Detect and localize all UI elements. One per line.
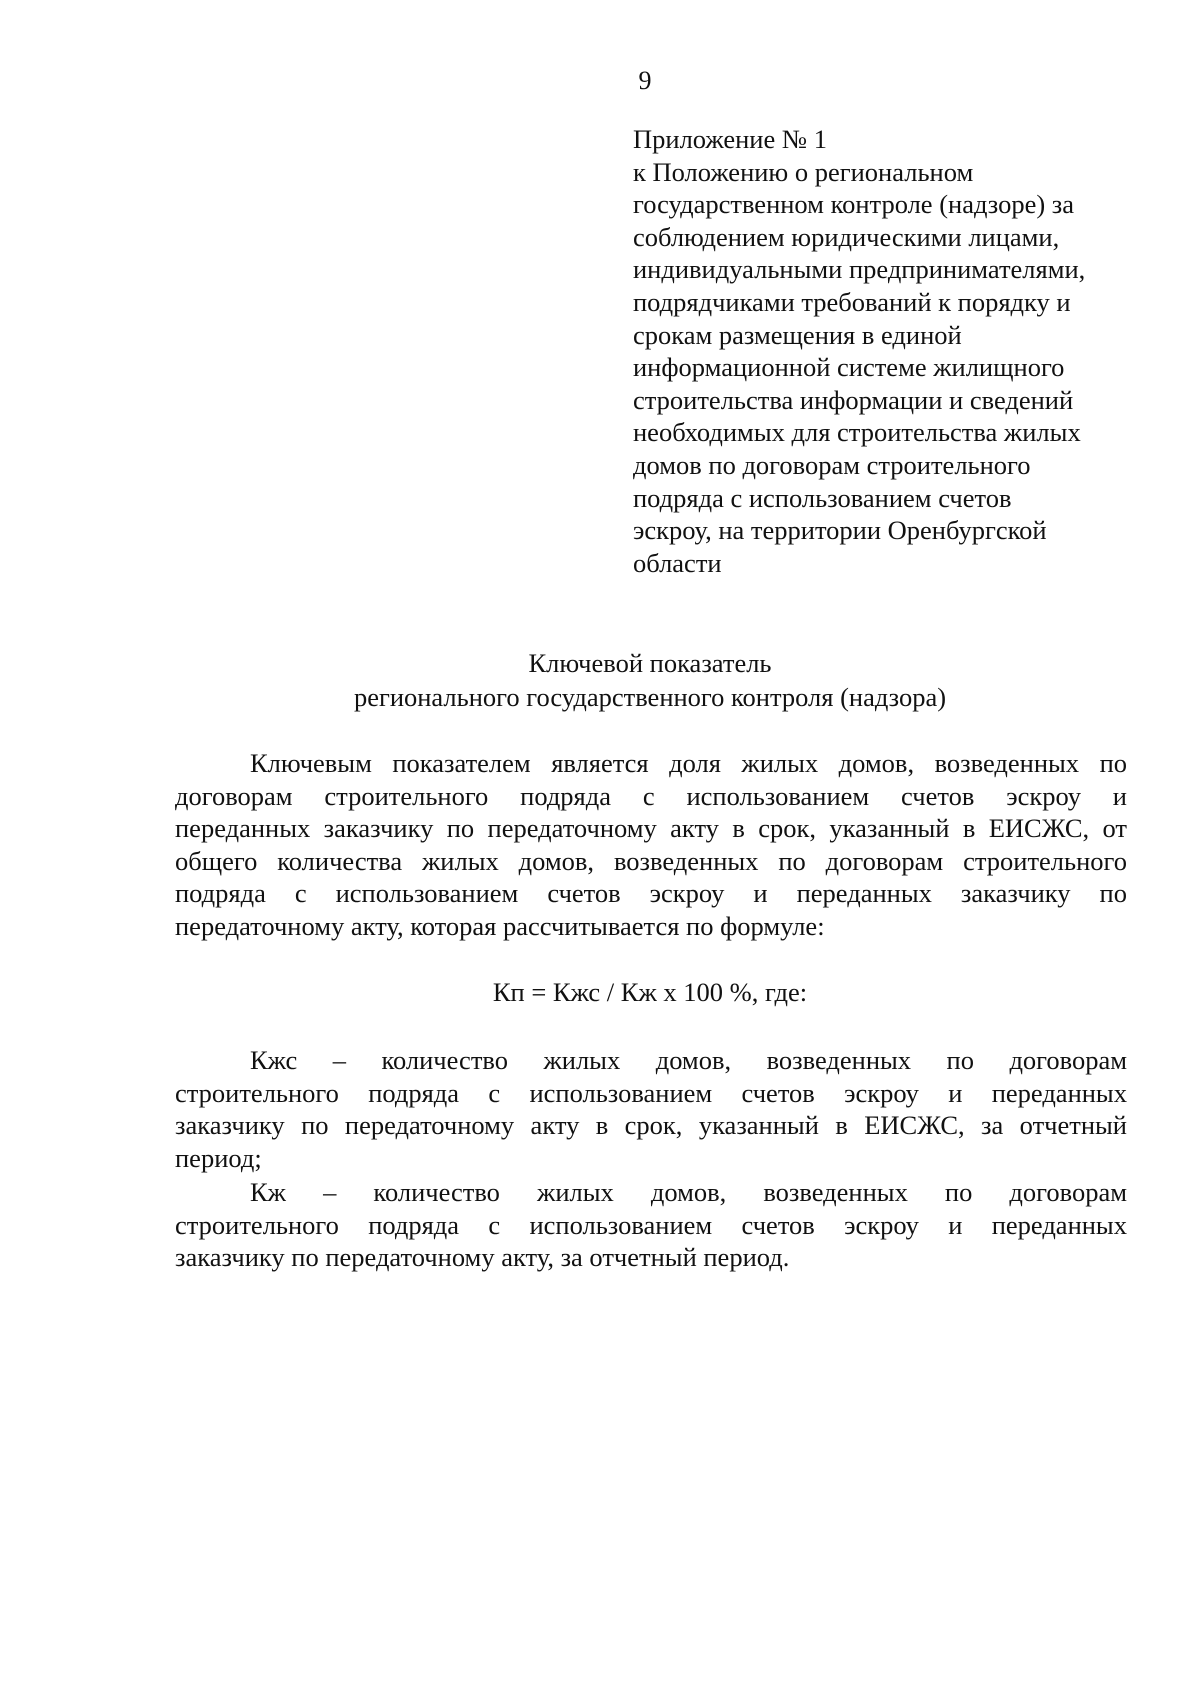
- definition-line: заказчику по передаточному акту, за отчетный период.: [175, 1242, 790, 1272]
- appendix-line: домов по договорам строительного: [633, 449, 1031, 480]
- appendix-line: соблюдением юридическими лицами,: [633, 221, 1060, 252]
- page-number: 9: [638, 66, 652, 95]
- main-paragraph: [175, 747, 1127, 942]
- definition-kzh: [175, 1176, 1127, 1274]
- appendix-line: строительства информации и сведений: [633, 384, 1074, 415]
- appendix-line: области: [633, 547, 722, 578]
- section-heading: [175, 646, 1125, 714]
- heading-line-1: Ключевой показатель: [528, 648, 772, 678]
- appendix-header: [633, 123, 1153, 579]
- paragraph-line: переданных заказчику по передаточному акту в срок, указанный в ЕИСЖС, от: [175, 813, 1127, 843]
- appendix-line: подрядчиками требований к порядку и: [633, 286, 1071, 317]
- appendix-line: подряда с использованием счетов: [633, 482, 1012, 513]
- appendix-line: информационной системе жилищного: [633, 352, 1065, 383]
- definition-line: период;: [175, 1142, 262, 1173]
- definition-line: строительного подряда с использованием счетов эскроу и переданных: [175, 1077, 1127, 1108]
- appendix-line: государственном контроле (надзоре) за: [633, 189, 1075, 220]
- appendix-line: эскроу, на территории Оренбургской: [633, 515, 1047, 546]
- definition-line: заказчику по передаточному акту в срок, указанный в ЕИСЖС, за отчетный: [175, 1110, 1127, 1140]
- appendix-line: срокам размещения в единой: [633, 319, 962, 350]
- definition-line: строительного подряда с использованием счетов эскроу и переданных: [175, 1209, 1127, 1240]
- paragraph-line: подряда с использованием счетов эскроу и переданных заказчику по: [175, 878, 1127, 908]
- definition-line: Кж – количество жилых домов, возведенных по договорам: [250, 1177, 1127, 1207]
- paragraph-line: договорам строительного подряда с использованием счетов эскроу и: [175, 780, 1127, 811]
- formula: Кп = Кжс / Кж х 100 %, где:: [492, 977, 808, 1007]
- paragraph-line: Ключевым показателем является доля жилых домов, возведенных по: [250, 748, 1127, 778]
- heading-line-2: регионального государственного контроля (надзора): [353, 682, 947, 712]
- paragraph-line: общего количества жилых домов, возведенных по договорам строительного: [175, 845, 1127, 876]
- appendix-line: необходимых для строительства жилых: [633, 417, 1081, 448]
- paragraph-line: передаточному акту, которая рассчитывается по формуле:: [175, 910, 825, 941]
- definition-kzhs: [175, 1044, 1127, 1174]
- appendix-line: Приложение № 1: [633, 124, 828, 154]
- definition-line: Кжс – количество жилых домов, возведенных по договорам: [250, 1045, 1127, 1075]
- appendix-line: к Положению о региональном: [633, 156, 974, 187]
- appendix-line: индивидуальными предпринимателями,: [633, 254, 1086, 285]
